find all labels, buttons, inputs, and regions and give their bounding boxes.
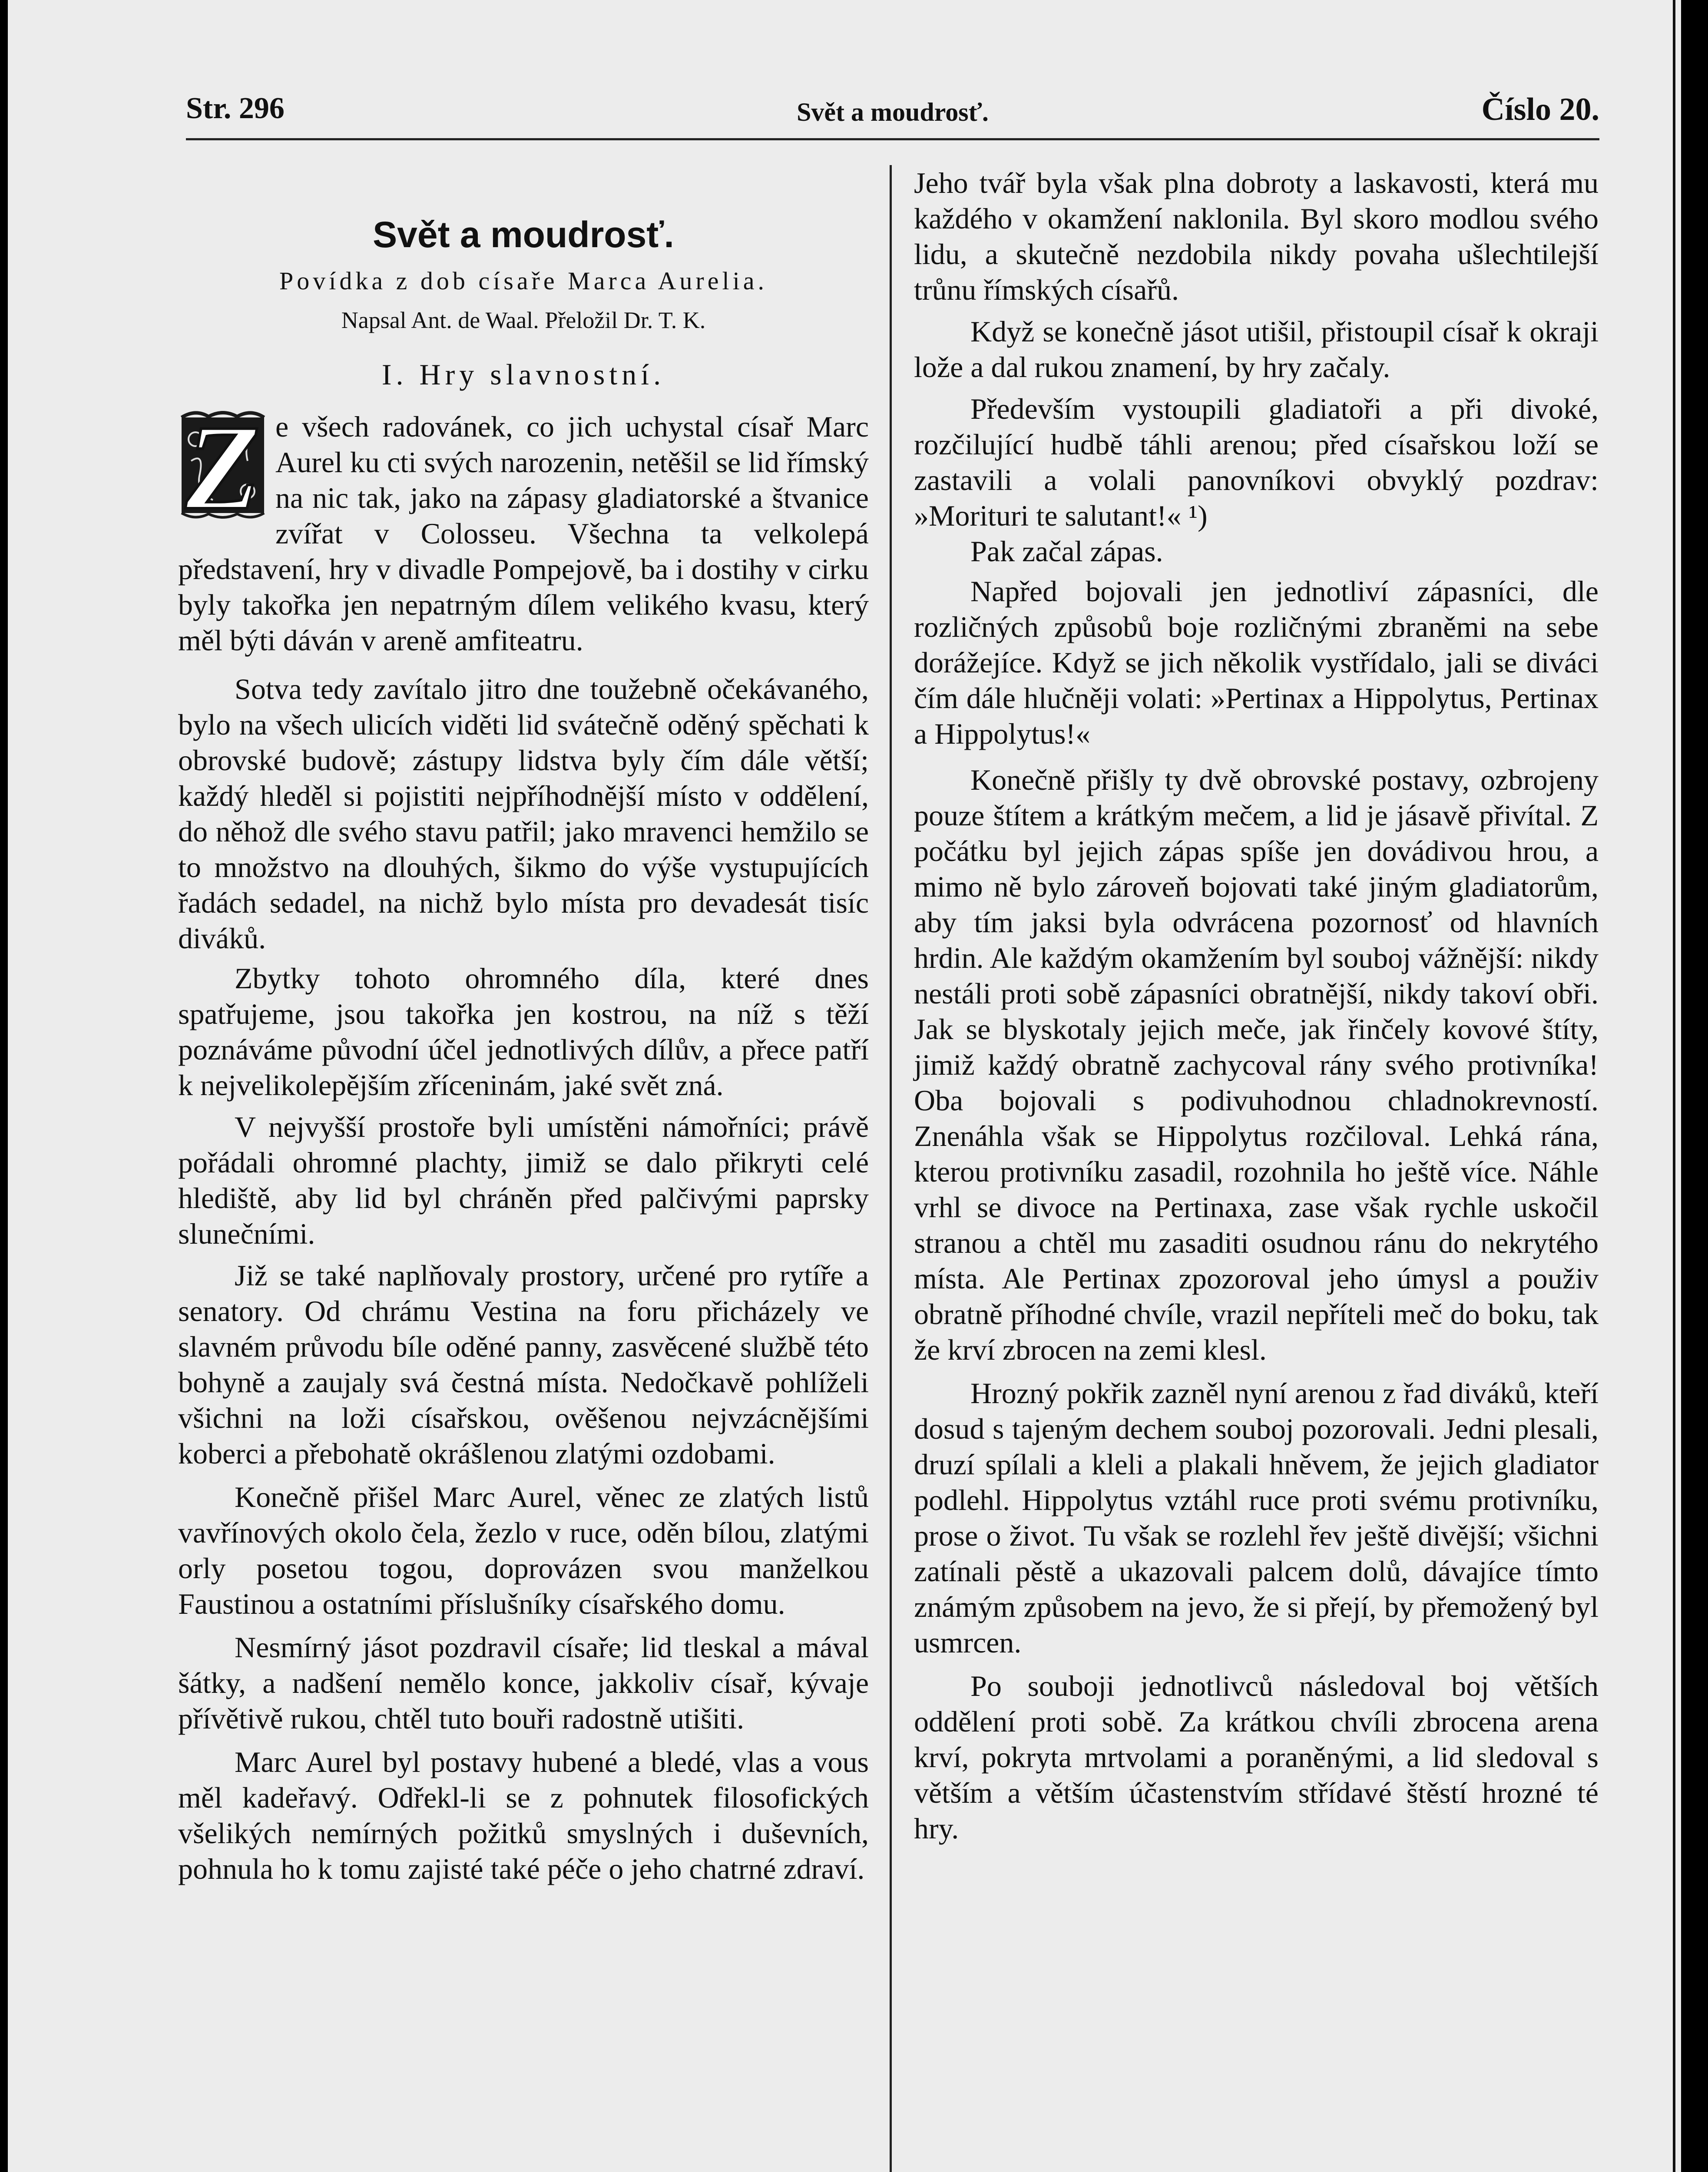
title-block xyxy=(178,211,869,394)
paragraph: e všech radovánek, co jich uchystal císař Marc Aurel ku cti svých narozenin, netěšil se lid římský na nic tak, jako na zápasy gladiatorské a štvanice zvířat v Colosseu. Všechna ta velkolepá představení, hry v divadle Pompejově, ba i dostihy v cirku byly takořka jen nepatrným dílem velikého kvasu, který měl býti dáván v areně amfiteatru. xyxy=(178,410,869,657)
article-title: Svět a moudrosť. xyxy=(373,214,674,255)
header-rule xyxy=(186,138,1599,140)
ornamental-initial xyxy=(178,400,268,535)
paragraph: Již se také naplňovaly prostory, určené pro rytíře a senatory. Od chrámu Vestina na foru přicházely ve slavném průvodu bíle oděné panny, zasvěcené službě této bohyně a zaujaly svá čestná místa. Nedočkavě pohlíželi všichni na loži císařskou, ověšenou nejvzácnějšími koberci a přebohatě okrášlenou zlatými ozdobami. xyxy=(178,1259,869,1470)
paragraph: Jeho tvář byla však plna dobroty a laskavosti, která mu každého v okamžení naklonila. Byl skoro modlou svého lidu, a skutečně nezdobila nikdy povaha ušlechtilejší trůnu římských císařů. xyxy=(914,166,1599,306)
paragraph: Sotva tedy zavítalo jitro dne toužebně očekávaného, bylo na všech ulicích viděti lid svátečně oděný spěchati k obrovské budově; zástupy lidstva byly čím dále větší; každý hleděl si pojistiti nejpříhodnější místo v oddělení, do něhož dle svého stavu patřil; jako mravenci hemžilo se to množstvo na dlouhých, šikmo do výše vystupujících řadách sedadel, na nichž bylo místa pro devadesát tisíc diváků. xyxy=(178,672,869,955)
paragraph: Konečně přišly ty dvě obrovské postavy, ozbrojeny pouze štítem a krátkým mečem, a lid je jásavě přivítal. Z počátku byl jejich zápas spíše jen dovádivou hrou, a mimo ně bylo zároveň bojovati také jiným gladiatorům, aby tím jaksi byla odvrácena pozornosť od hlavních hrdin. Ale každým okamžením byl souboj vážnější: nikdy nestáli proti sobě zápasníci obratnější, nikdy takoví obři. Jak se blyskotaly jejich meče, jak řinčely kovové štíty, jimiž každý obratně zachycoval rány svého protivníka! Oba bojovali s podivuhodnou chladnokrevností. Znenáhla však se Hippolytus rozčiloval. Lehká rána, kterou protivníku zasadil, rozohnila ho ještě více. Náhle vrhl se divoce na Pertinaxa, zase však rychle uskočil stranou a chtěl mu zasaditi osudnou ránu do nekrytého místa. Ale Pertinax zpozoroval jeho úmysl a použiv obratně příhodné chvíle, vrazil nepříteli meč do boku, tak že krví zbrocen na zemi klesl. xyxy=(914,763,1599,1366)
column-divider xyxy=(890,165,892,2172)
paragraph: V nejvyšší prostoře byli umístěni námořníci; právě pořádali ohromné plachty, jimiž se dalo přikryti celé hlediště, aby lid byl chráněn před palčivými paprsky slunečními. xyxy=(178,1110,869,1250)
right-column xyxy=(914,165,1599,1846)
page-header xyxy=(186,91,1599,135)
paragraph: Marc Aurel byl postavy hubené a bledé, vlas a vous měl kadeřavý. Odřekl-li se z pohnutek filosofických všelikých nemírných požitků smyslných i duševních, pohnula ho k tomu zajisté také péče o jeho chatrné zdraví. xyxy=(178,1745,869,1885)
page-number: Str. 296 xyxy=(186,92,285,125)
paragraph: Když se konečně jásot utišil, přistoupil císař k okraji lože a dal rukou znamení, by hry začaly. xyxy=(914,315,1599,384)
right-border xyxy=(1673,0,1675,2172)
paragraph: Napřed bojovali jen jednotliví zápasníci, dle rozličných způsobů boje rozličnými zbraněmi na sebe dorážejíce. Když se jich několik vystřídalo, jali se diváci čím dále hlučněji volati: »Pertinax a Hippolytus, Pertinax a Hippolytus!« xyxy=(914,575,1599,750)
article-byline: Napsal Ant. de Waal. Přeložil Dr. T. K. xyxy=(341,307,706,333)
chapter-title: I. Hry slavnostní. xyxy=(381,358,665,391)
issue-number: Číslo 20. xyxy=(1481,92,1599,127)
paragraph: Zbytky tohoto ohromného díla, které dnes spatřujeme, jsou takořka jen kostrou, na níž s těží poznáváme původní účel jednotlivých dílův, a přece patří k nejvelikolepějším zříceninám, jaké svět zná. xyxy=(178,962,869,1102)
article-subtitle: Povídka z dob císaře Marca Aurelia. xyxy=(279,267,768,295)
running-title: Svět a moudrosť. xyxy=(797,98,989,126)
initial-letter: Z xyxy=(185,400,260,535)
paragraph: Hrozný pokřik zazněl nyní arenou z řad diváků, kteří dosud s tajeným dechem souboj pozorovali. Jedni plesali, druzí spílali a kleli a plakali hněvem, že jejich gladiator podlehl. Hippolytus vztáhl ruce proti svému protivníku, prose o život. Tu však se rozlehl řev ještě divější; všichni zatínali pěstě a ukazovali palcem dolů, dávajíce tímto známým způsobem na jevo, že si přejí, by přemožený byl usmrcen. xyxy=(914,1377,1599,1659)
paragraph: Konečně přišel Marc Aurel, věnec ze zlatých listů vavřínových okolo čela, žezlo v ruce, oděn bílou, zlatými orly posetou togou, doprovázen svou manželkou Faustinou a ostatními příslušníky císařského domu. xyxy=(178,1480,869,1620)
left-column xyxy=(178,165,869,1887)
paragraph: Po souboji jednotlivců následoval boj větších oddělení proti sobě. Za krátkou chvíli zbrocena arena krví, pokryta mrtvolami a poraněnými, a lid sledoval s větším a větším účastenstvím střídavé štěstí hrozné té hry. xyxy=(914,1669,1599,1845)
paragraph: Pak začal zápas. xyxy=(970,535,1163,568)
paragraph: Nesmírný jásot pozdravil císaře; lid tleskal a mával šátky, a nadšení nemělo konce, jakkoliv císař, kývaje přívětivě rukou, chtěl tuto bouři radostně utišiti. xyxy=(178,1631,869,1735)
paragraph: Především vystoupili gladiatoři a při divoké, rozčilující hudbě táhli arenou; před císařskou loží se zastavili a volali panovníkovi obvyklý pozdrav: »Morituri te salutant!« ¹) xyxy=(914,392,1599,532)
